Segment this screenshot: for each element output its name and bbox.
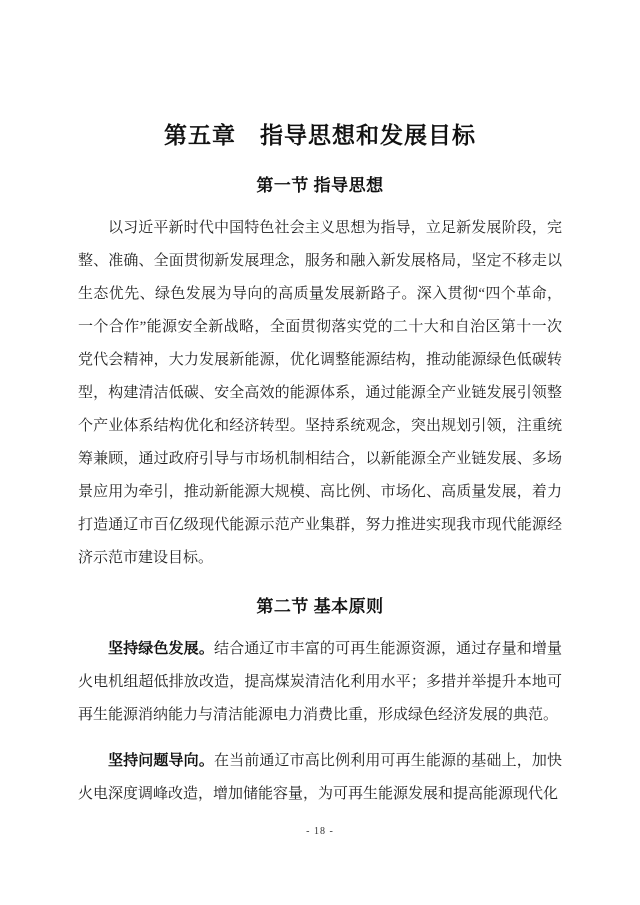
section-2-paragraph-2-lead: 坚持问题导向。: [108, 753, 214, 769]
section-1-paragraph: [78, 212, 562, 575]
chapter-title: 第五章 指导思想和发展目标: [164, 123, 476, 148]
section-2-paragraph-1-lead: 坚持绿色发展。: [108, 641, 214, 657]
section-2-paragraph-2: [78, 745, 562, 811]
page-number: - 18 -: [306, 826, 334, 837]
section-1-title: 第一节 指导思想: [256, 176, 384, 195]
section-1-paragraph-text: 以习近平新时代中国特色社会主义思想为指导，立足新发展阶段，完整、准确、全面贯彻新发展理念，服务和融入新发展格局，坚定不移走以生态优先、绿色发展为导向的高质量发展新路子。深入贯彻“四个革命，一个合作”能源安全新战略，全面贯彻落实党的二十大和自治区第十一次党代会精神，大力发展新能源，优化调整能源结构，推动能源绿色低碳转型，构建清洁低碳、安全高效的能源体系，通过能源全产业链发展引领整个产业体系结构优化和经济转型。坚持系统观念，突出规划引领，注重统筹兼顾，通过政府引导与市场机制相结合，以新能源全产业链发展、多场景应用为牵引，推动新能源大规模、高比例、市场化、高质量发展，着力打造通辽市百亿级现代能源示范产业集群，努力推进实现我市现代能源经济示范市建设目标。: [78, 220, 562, 566]
section-2-title: 第二节 基本原则: [256, 597, 384, 616]
section-2-paragraph-1: [78, 633, 562, 732]
section-2-paragraph-2-text: 在当前通辽市高比例利用可再生能源的基础上，加快火电深度调峰改造，增加储能容量，为可再生能源发展和提高能源现代化: [78, 753, 562, 802]
section-2-paragraph-1-text: 结合通辽市丰富的可再生能源资源，通过存量和增量火电机组超低排放改造，提高煤炭清洁化利用水平；多措并举提升本地可再生能源消纳能力与清洁能源电力消费比重，形成绿色经济发展的典范。: [78, 641, 562, 723]
